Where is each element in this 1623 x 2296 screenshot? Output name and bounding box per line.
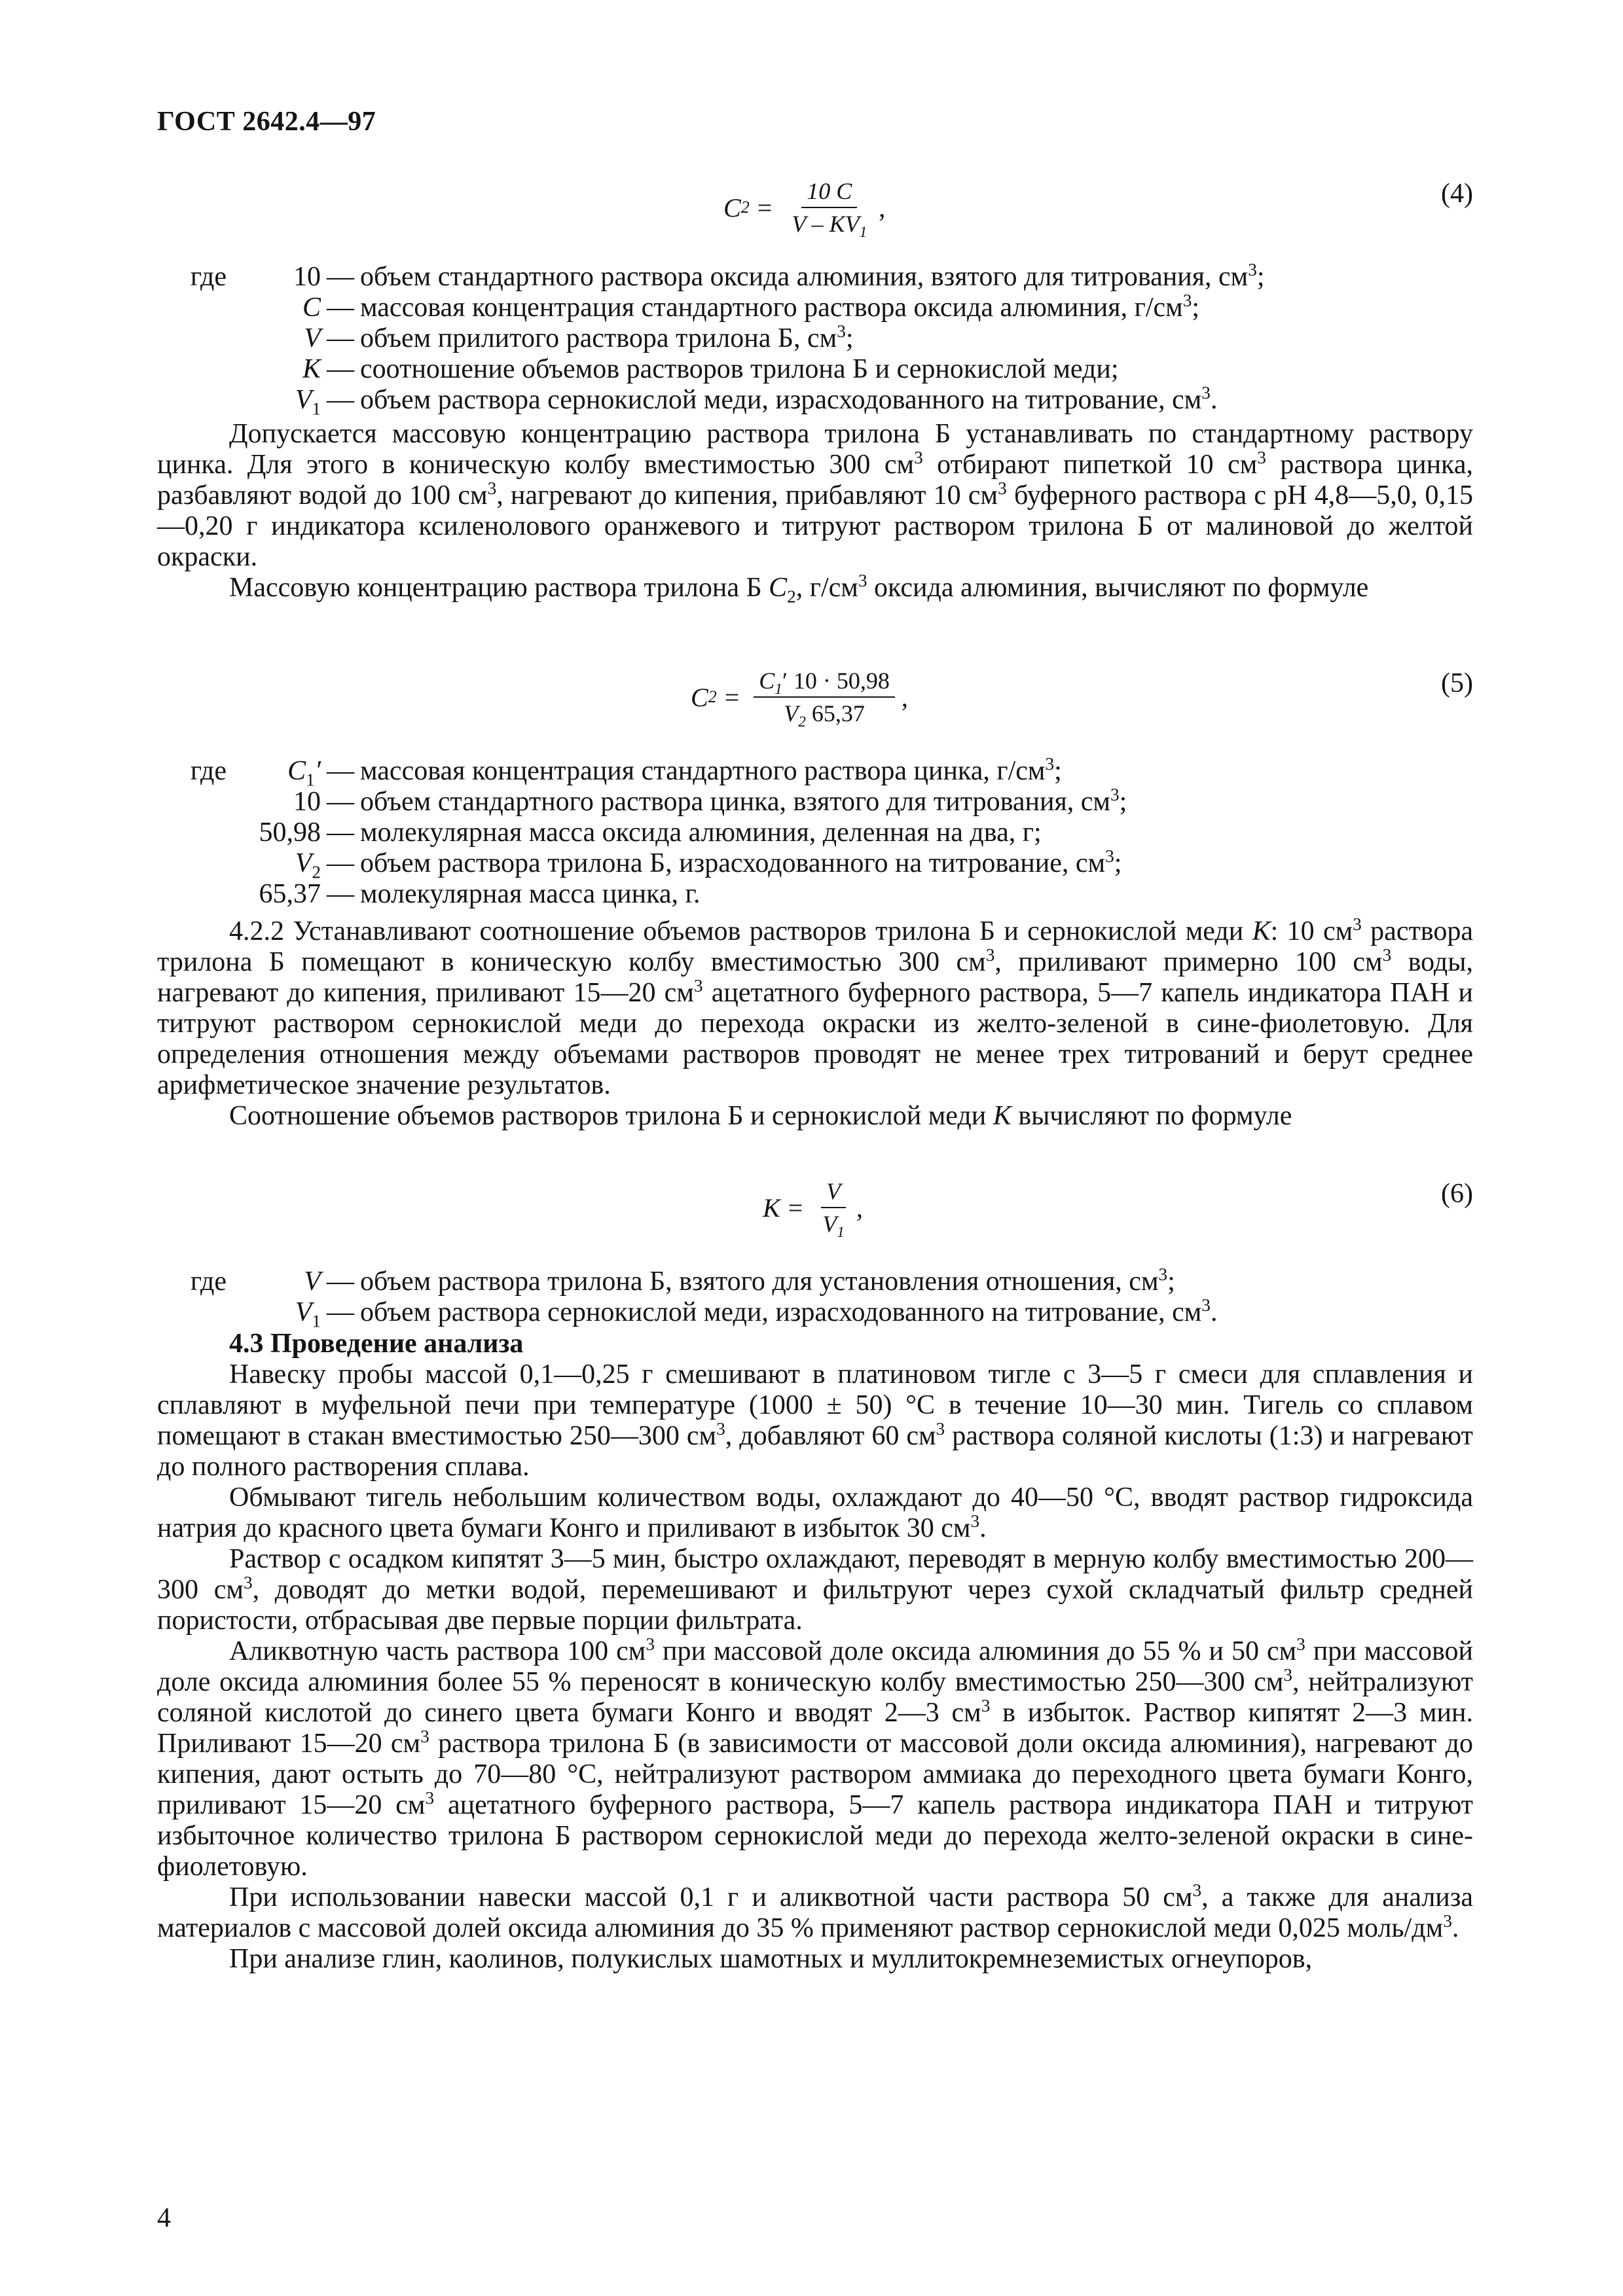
definition-row: K — соотношение объемов растворов трилона Б и сернокислой меди; [302,354,1119,384]
paragraph: Аликвотную часть раствора 100 $см^3$ при массовой доле оксида алюминия до 55 % и 50 $см^3$ при массовой доле оксида алюминия более 55 % переносят в коническую колбу вместимостью 250—300 $см^3$, нейтрализуют соляной кислотой до синего цвета бумаги Конго и вводят 2—3 $см^3$ в избыток. Раствор кипятят 2—3 мин. Приливают 15—20 $см^3$ раствора трилона Б (в зависимости от массовой доли оксида алюминия), нагревают до кипения, дают остыть до 70—80 °С, нейтрализуют раствором аммиака до переходного цвета бумаги Конго, приливают 15—20 $см^3$ ацетатного буферного раствора, 5—7 капель раствора индикатора ПАН и титруют избыточное количество трилона Б раствором сернокислой меди до перехода желто-зеленой окраски в сине-фиолетовую. [157,1634,1474,1882]
formula-4: C 2 = $\frac{10 C}{V - KV_1}$ , (4) [723,178,1473,242]
paragraph: Навеску пробы массой 0,1—0,25 г смешивают в платиновом тигле с 3—5 г смеси для сплавления и сплавляют в муфельной печи при температуре (1000 ± 50) °С в течение 10—30 мин. Тигель со сплавом помещают в стакан вместимостью 250—300 $см^3$, добавляют 60 $см^3$ раствора соляной кислоты (1:3) и нагревают до полного растворения сплава. [157,1359,1473,1482]
section-heading: 4.3 Проведение анализа [229,1329,524,1359]
formula-number: (6) [1441,1179,1473,1209]
formula-6: K = $\frac{V}{V_1}$ , (6) [763,1178,1473,1242]
text-block-2 [157,916,1473,1132]
paragraph: Массовую концентрацию раствора трилона Б $C_2$, $г/см^3$ оксида алюминия, вычисляют по формуле [229,571,1369,607]
paragraph: При анализе глин, каолинов, полукислых шамотных и муллитокремнеземистых огнеупоров, [229,1944,1313,1974]
section-4-3 [157,1329,1473,1975]
paragraph: Соотношение объемов растворов трилона Б и сернокислой меди K вычисляют по формуле [229,1101,1292,1131]
definitions-formula-4 [157,260,1473,419]
paragraph: Раствор с осадком кипятят 3—5 мин, быстро охлаждают, переводят в мерную колбу вместимостью 200—300 $см^3$, доводят до метки водой, перемешивают и фильтруют через сухой складчатый фильтр средней пористости, отбрасывая две первые порции фильтрата. [157,1544,1473,1636]
definition-row: 10 — объем стандартного раствора цинка, взятого для титрования, $см^3$; [293,785,1127,817]
definition-row: $V_1$ — объем раствора сернокислой меди, израсходованного на титрование, $см^3$. [295,1295,1218,1331]
definitions-formula-6 [157,1265,1473,1331]
definition-row: 65,37 — молекулярная масса цинка, г. [259,879,701,909]
definition-row: C — массовая концентрация стандартного раствора оксида алюминия, $г/см^3$; [302,291,1200,323]
definition-row: 50,98 — молекулярная масса оксида алюминия, деленная на два, г; [259,817,1042,848]
formula-number: (5) [1441,668,1473,698]
paragraph: При использовании навески массой 0,1 г и аликвотной части раствора 50 $см^3$, а также для анализа материалов с массовой долей оксида алюминия до 35 % применяют раствор сернокислой меди 0,025 моль/$дм^3$. [157,1880,1473,1943]
page-number: 4 [157,2203,171,2233]
formula-number: (4) [1441,179,1473,209]
paragraph: Обмывают тигель небольшим количеством воды, охлаждают до 40—50 °С, вводят раствор гидроксида натрия до красного цвета бумаги Конго и приливают в избыток 30 $см^3$. [157,1482,1473,1543]
definition-row: V — объем прилитого раствора трилона Б, $см^3$; [304,321,854,353]
paragraph: Допускается массовую концентрацию раствора трилона Б устанавливать по стандартному раствору цинка. Для этого в коническую колбу вместимостью 300 $см^3$ отбирают пипеткой 10 $см^3$ раствора цинка, разбавляют водой до 100 $см^3$, нагревают до кипения, прибавляют 10 $см^3$ буферного раствора с pH 4,8—5,0, 0,15—0,20 г индикатора ксиленолового оранжевого и титруют раствором трилона Б от малиновой до желтой окраски. [157,419,1473,572]
text-block-1 [157,419,1473,607]
doc-code: ГОСТ 2642.4—97 [157,107,376,137]
definition-row: где V — объем раствора трилона Б, взятого для установления отношения, $см^3$; [190,1265,1175,1297]
formula-5: C 2 = $\frac{C_1' 10 \cdot 50,98}{V_2 65,37}$ , (5) [691,668,1473,731]
definitions-formula-5 [157,756,1473,910]
definition-row: где $C_1'$ — массовая концентрация стандартного раствора цинка, $г/см^3$; [190,754,1062,790]
definition-row: $V_1$ — объем раствора сернокислой меди, израсходованного на титрование, $см^3$. [295,383,1218,419]
paragraph: 4.2.2 Устанавливают соотношение объемов растворов трилона Б и сернокислой меди K: 10 $см^3$ раствора трилона Б помещают в коническую колбу вместимостью 300 $см^3$, приливают примерно 100 $см^3$ воды, нагревают до кипения, приливают 15—20 $см^3$ ацетатного буферного раствора, 5—7 капель индикатора ПАН и титруют раствором сернокислой меди до перехода окраски из желто-зеленой в сине-фиолетовую. Для определения отношения между объемами растворов проводят не менее трех титрований и берут среднее арифметическое значение результатов. [157,914,1474,1100]
definition-row: где 10 — объем стандартного раствора оксида алюминия, взятого для титрования, $см^3$; [190,260,1265,292]
definition-row: $V_2$ — объем раствора трилона Б, израсходованного на титрование, $см^3$; [295,846,1122,882]
